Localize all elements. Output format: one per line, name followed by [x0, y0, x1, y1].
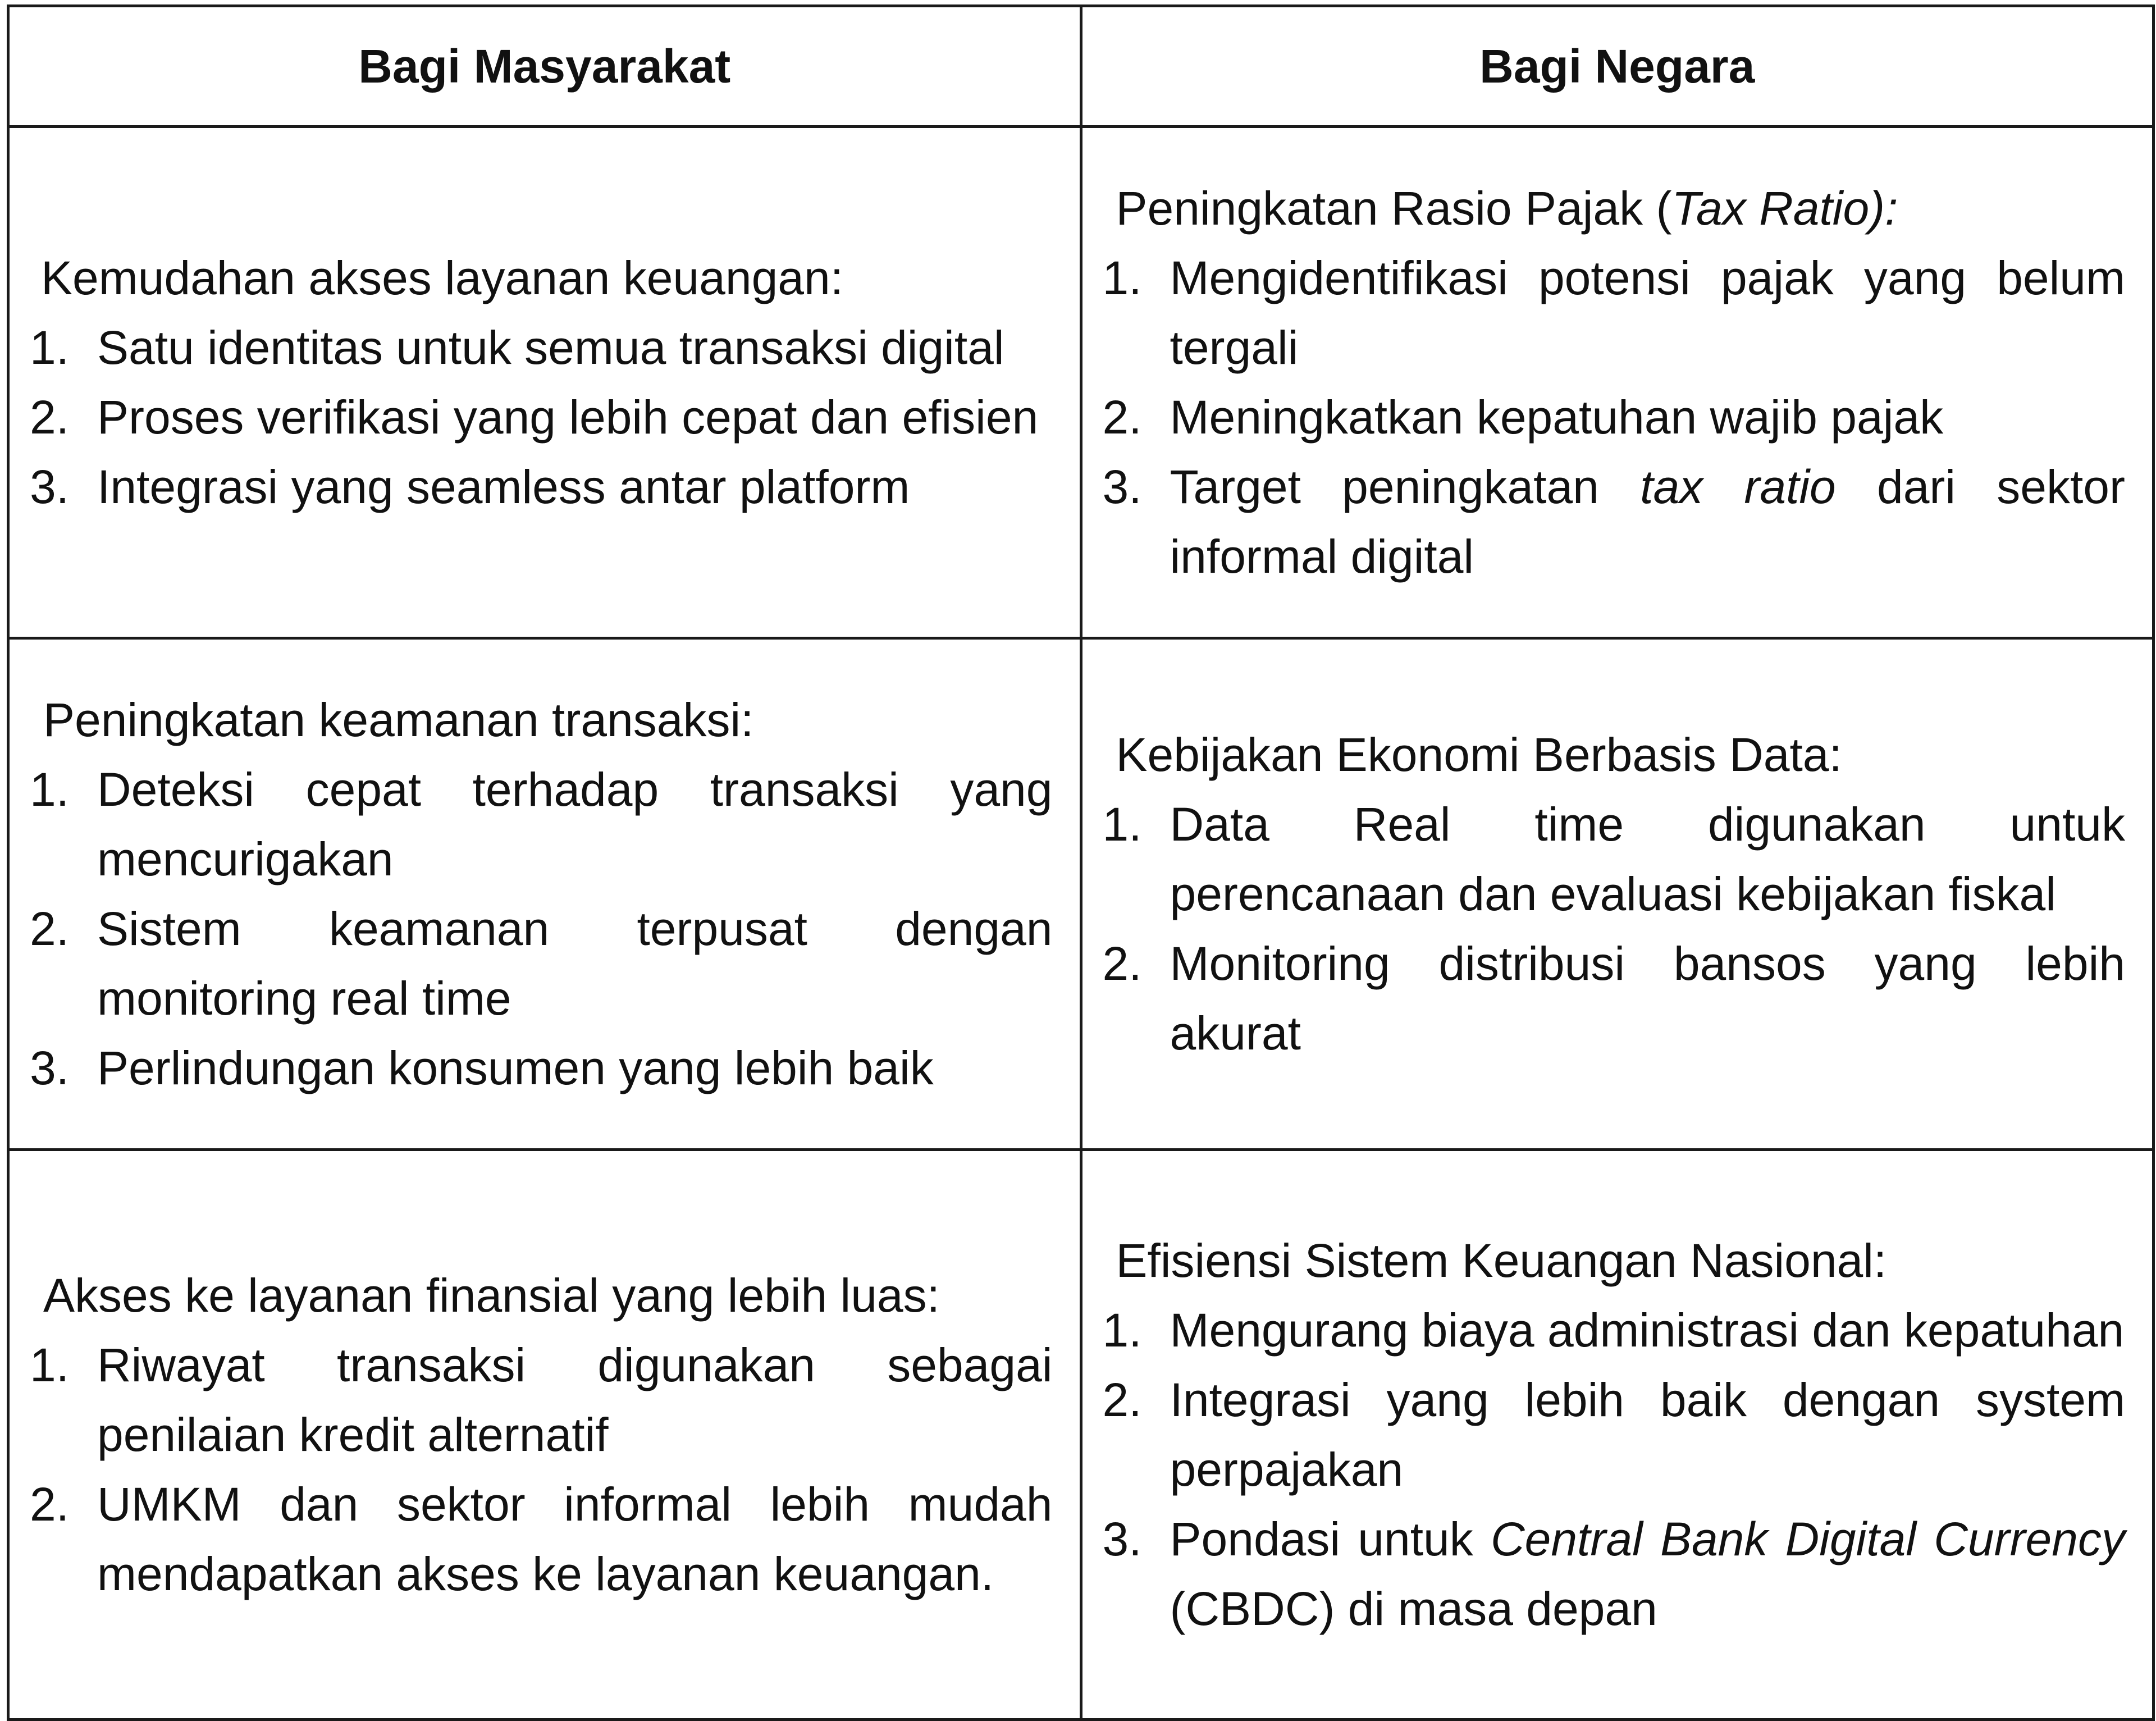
section-title: Peningkatan Rasio Pajak (Tax Ratio): — [1116, 182, 1898, 235]
list-item: 3. Pondasi untuk Central Bank Digital Currency (CBDC) di masa depan — [1102, 1513, 2125, 1635]
point-list — [30, 1330, 1053, 1609]
table-row — [8, 1150, 2154, 1720]
list-item: 3. Perlindungan konsumen yang lebih baik — [30, 1042, 934, 1094]
list-item: 2. Monitoring distribusi bansos yang lebih akurat — [1102, 937, 2125, 1060]
point-list — [1103, 1295, 2126, 1644]
cell-negara-tax-ratio — [1081, 127, 2154, 638]
section-title: Efisiensi Sistem Keuangan Nasional: — [1116, 1234, 1887, 1287]
list-item: 2. Proses verifikasi yang lebih cepat dan efisien — [30, 391, 1039, 444]
list-item: 1. Data Real time digunakan untuk perencanaan dan evaluasi kebijakan fiskal — [1102, 798, 2125, 920]
list-item: 1. Satu identitas untuk semua transaksi digital — [30, 321, 1004, 374]
point-list — [30, 313, 1053, 522]
cell-masyarakat-financial-access — [8, 1150, 1081, 1720]
list-item: 1. Deteksi cepat terhadap transaksi yang mencurigakan — [30, 763, 1053, 885]
table-row — [8, 127, 2154, 638]
list-item: 3. Integrasi yang seamless antar platform — [30, 460, 910, 513]
cell-negara-efficiency — [1081, 1150, 2154, 1720]
cell-masyarakat-security — [8, 638, 1081, 1150]
header-negara: Bagi Negara — [1081, 6, 2154, 127]
cell-masyarakat-access — [8, 127, 1081, 638]
section-title: Kemudahan akses layanan keuangan: — [41, 252, 844, 304]
list-item: 2. Sistem keamanan terpusat dengan monitoring real time — [30, 902, 1053, 1025]
header-masyarakat: Bagi Masyarakat — [8, 6, 1081, 127]
list-item: 2. Meningkatkan kepatuhan wajib pajak — [1102, 391, 1944, 444]
point-list — [1103, 243, 2126, 591]
section-title: Peningkatan keamanan transaksi: — [43, 693, 754, 746]
list-item: 3. Target peningkatan tax ratio dari sektor informal digital — [1102, 460, 2125, 583]
point-list — [30, 755, 1053, 1103]
list-item: 1. Mengidentifikasi potensi pajak yang belum tergali — [1102, 252, 2125, 374]
table-row — [8, 638, 2154, 1150]
point-list — [1103, 789, 2126, 1068]
section-title: Akses ke layanan finansial yang lebih luas: — [43, 1269, 940, 1322]
list-item: 1. Mengurang biaya administrasi dan kepatuhan — [1102, 1304, 2125, 1357]
list-item: 2. UMKM dan sektor informal lebih mudah mendapatkan akses ke layanan keuangan. — [30, 1478, 1053, 1600]
cell-negara-data-policy — [1081, 638, 2154, 1150]
benefits-table — [7, 4, 2155, 1721]
section-title: Kebijakan Ekonomi Berbasis Data: — [1116, 728, 1842, 781]
table-header-row — [8, 6, 2154, 127]
list-item: 2. Integrasi yang lebih baik dengan system perpajakan — [1102, 1373, 2125, 1496]
list-item: 1. Riwayat transaksi digunakan sebagai penilaian kredit alternatif — [30, 1339, 1053, 1461]
